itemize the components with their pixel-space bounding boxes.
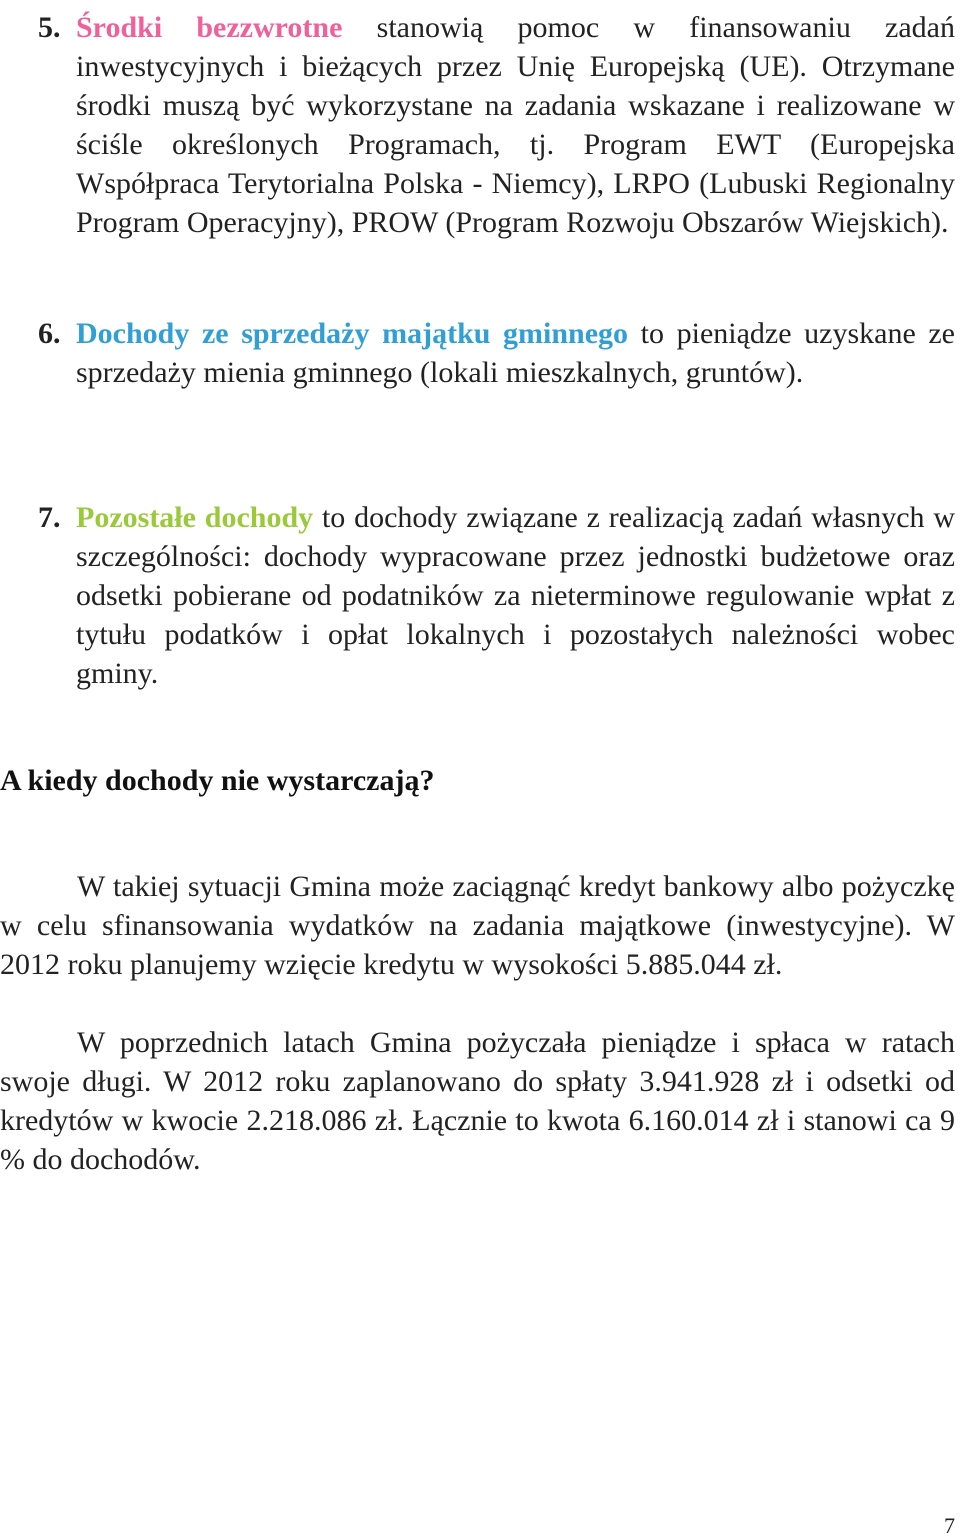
list-number: 7. [38,501,61,534]
list-number: 5. [38,11,61,44]
term-dochody-ze-sprzedazy: Dochody ze sprzedaży majątku gminnego [76,317,629,350]
paragraph-debts: W poprzednich latach Gmina pożyczała pieniądze i spłaca w ratach swoje długi. W 2012 roku zaplanowano do spłaty 3.941.928 zł i odsetki od kredytów w kwocie 2.218.086 zł. Łącznie to kwota 6.160.014 zł i stanowi ca 9 % do dochodów. [0,1026,955,1176]
item-text: to dochody związane z realizacją zadań własnych w szczególności: dochody wypracowane przez jednostki budżetowe oraz odsetki pobierane od podatników za nieterminowe regulowanie wpłat z tytułu podatków i opłat lokalnych i pozostałych należności wobec gminy. [76,501,955,690]
term-pozostale-dochody: Pozostałe dochody [76,501,314,534]
list-item-5 [0,8,955,242]
item-text: stanowią pomoc w finansowaniu zadań inwestycyjnych i bieżących przez Unię Europejską (UE). Otrzymane środki muszą być wykorzystane na zadania wskazane i realizowane w ściśle określonych Programach, tj. Program EWT (Europejska Współpraca Terytorialna Polska - Niemcy), LRPO (Lubuski Regionalny Program Operacyjny), PROW (Program Rozwoju Obszarów Wiejskich). [76,11,955,239]
section-heading: A kiedy dochody nie wystarczają? [0,764,435,797]
list-item-7 [0,498,955,693]
paragraph-credit: W takiej sytuacji Gmina może zaciągnąć kredyt bankowy albo pożyczkę w celu sfinansowania wydatków na zadania majątkowe (inwestycyjne). W 2012 roku planujemy wzięcie kredytu w wysokości 5.885.044 zł. [0,870,955,981]
list-number: 6. [38,317,61,350]
item-text: to pieniądze uzyskane ze sprzedaży mienia gminnego (lokali mieszkalnych, gruntów). [76,317,955,389]
term-srodki-bezzwrotne: Środki bezzwrotne [76,11,343,44]
list-item-6 [0,314,955,392]
page-number: 7 [944,1513,955,1538]
